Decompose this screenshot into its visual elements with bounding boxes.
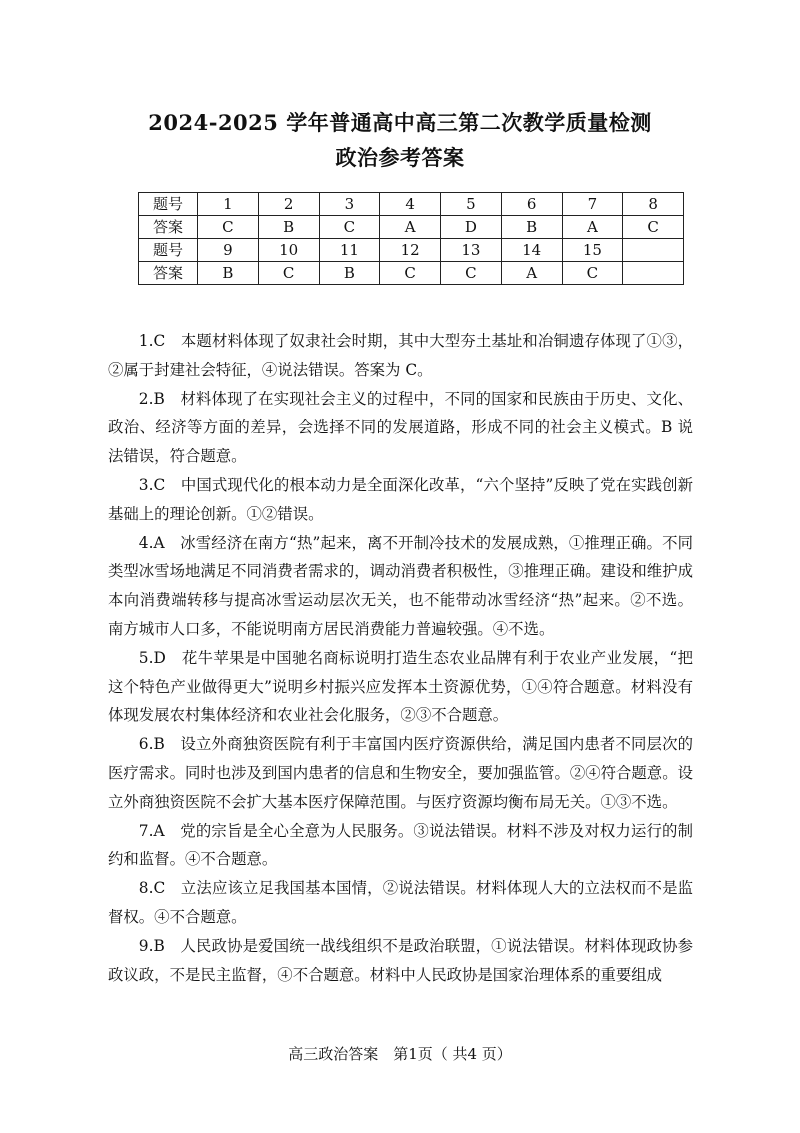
table-cell: C: [198, 216, 259, 239]
row-header-cell: 题号: [139, 239, 198, 262]
table-cell: 12: [380, 239, 441, 262]
row-header-cell: 答案: [139, 216, 198, 239]
table-cell: 13: [441, 239, 502, 262]
explanation-paragraph: 8.C 立法应该立足我国基本国情，②说法错误。材料体现人大的立法权而不是监督权。④不合题意。: [108, 879, 693, 926]
table-cell: 2: [258, 193, 319, 216]
table-cell: C: [623, 216, 684, 239]
page-footer: 高三政治答案 第1页（ 共4 页）: [288, 1045, 512, 1063]
table-cell: B: [198, 262, 259, 285]
table-cell: 5: [441, 193, 502, 216]
table-cell: C: [258, 262, 319, 285]
table-cell: 10: [258, 239, 319, 262]
table-cell: C: [380, 262, 441, 285]
explanation-paragraph: 5.D 花牛苹果是中国驰名商标说明打造生态农业品牌有利于农业产业发展，“把这个特色产业做得更大”说明乡村振兴应发挥本土资源优势，①④符合题意。材料没有体现发展农村集体经济和农业社会化服务，②③不合题意。: [108, 648, 693, 725]
table-row: [139, 239, 684, 262]
explanation-paragraph: 7.A 党的宗旨是全心全意为人民服务。③说法错误。材料不涉及对权力运行的制约和监督。④不合题意。: [108, 821, 693, 869]
table-row: [139, 216, 684, 239]
table-cell: B: [319, 262, 380, 285]
explanation-paragraph: 6.B 设立外商独资医院有利于丰富国内医疗资源供给，满足国内患者不同层次的医疗需求。同时也涉及到国内患者的信息和生物安全，要加强监管。②④符合题意。设立外商独资医院不会扩大基本医疗保障范围。与医疗资源均衡布局无关。①③不选。: [108, 735, 693, 811]
explanation-paragraph: 3.C 中国式现代化的根本动力是全面深化改革，“六个坚持”反映了党在实践创新基础上的理论创新。①②错误。: [108, 475, 693, 523]
table-cell: A: [501, 262, 562, 285]
table-row: [139, 193, 684, 216]
table-cell: B: [501, 216, 562, 239]
explanation-paragraph: 9.B 人民政协是爱国统一战线组织不是政治联盟，①说法错误。材料体现政协参政议政，不是民主监督，④不合题意。材料中人民政协是国家治理体系的重要组成: [108, 936, 693, 984]
table-cell: B: [258, 216, 319, 239]
table-cell: [623, 239, 684, 262]
table-row: [139, 262, 684, 285]
explanation-paragraph: 2.B 材料体现了在实现社会主义的过程中，不同的国家和民族由于历史、文化、政治、经济等方面的差异，会选择不同的发展道路，形成不同的社会主义模式。B 说法错误，符合题意。: [108, 389, 693, 466]
table-cell: D: [441, 216, 502, 239]
table-cell: 3: [319, 193, 380, 216]
table-cell: 7: [562, 193, 623, 216]
table-cell: A: [562, 216, 623, 239]
table-cell: [623, 262, 684, 285]
table-cell: 11: [319, 239, 380, 262]
table-cell: 14: [501, 239, 562, 262]
row-header-cell: 答案: [139, 262, 198, 285]
table-cell: A: [380, 216, 441, 239]
table-cell: C: [441, 262, 502, 285]
page-subtitle: 政治参考答案: [335, 145, 465, 170]
row-header-cell: 题号: [139, 193, 198, 216]
table-cell: C: [319, 216, 380, 239]
table-cell: 4: [380, 193, 441, 216]
answer-table: [138, 192, 684, 285]
table-cell: C: [562, 262, 623, 285]
table-cell: 8: [623, 193, 684, 216]
explanations: [108, 327, 693, 989]
table-cell: 15: [562, 239, 623, 262]
table-cell: 1: [198, 193, 259, 216]
explanation-paragraph: 4.A 冰雪经济在南方“热”起来，离不开制冷技术的发展成熟，①推理正确。不同类型冰雪场地满足不同消费者需求的，调动消费者积极性，③推理正确。建设和维护成本向消费端转移与提高冰雪运动层次无关，也不能带动冰雪经济“热”起来。②不选。南方城市人口多，不能说明南方居民消费能力普遍较强。④不选。: [108, 533, 693, 638]
explanation-paragraph: 1.C 本题材料体现了奴隶社会时期，其中大型夯土基址和冶铜遗存体现了①③，②属于封建社会特征，④说法错误。答案为 C。: [108, 332, 693, 379]
page-title: 2024-2025 学年普通高中高三第二次教学质量检测: [148, 110, 652, 135]
table-cell: 6: [501, 193, 562, 216]
table-cell: 9: [198, 239, 259, 262]
